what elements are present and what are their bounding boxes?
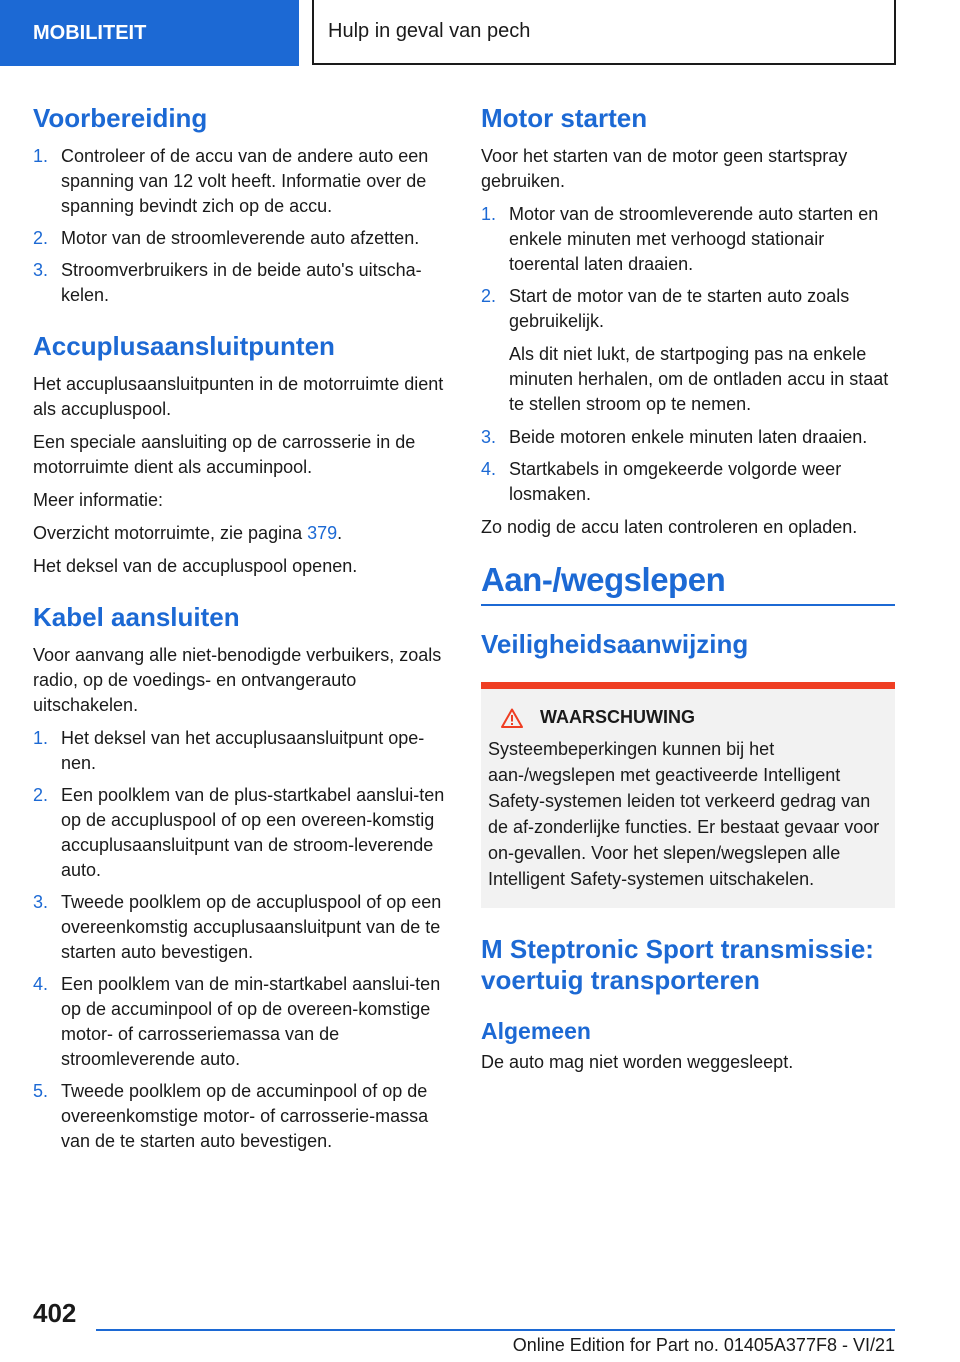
section-voorbereiding xyxy=(33,100,447,308)
step-number: 5. xyxy=(33,1081,49,1101)
section-motor-starten xyxy=(481,100,895,540)
page-number: 402 xyxy=(33,1298,77,1328)
step-text: Stroomverbruikers in de beide auto's uitscha‐kelen. xyxy=(61,260,422,305)
step-text: Motor van de stroomleverende auto afzetten. xyxy=(61,228,420,248)
warning-triangle-icon xyxy=(501,708,523,728)
page-link[interactable]: 379 xyxy=(307,523,338,543)
warning-box xyxy=(481,682,895,908)
heading-motor-starten: Motor starten xyxy=(481,103,648,133)
footer-divider xyxy=(96,1329,895,1331)
step-number: 2. xyxy=(33,228,49,248)
heading-algemeen: Algemeen xyxy=(481,1018,591,1044)
list-item xyxy=(481,202,895,277)
paragraph: Voor aanvang alle niet-benodigde verbuikers, zoals radio, op de voedings- en ontvangerauto uitschakelen. xyxy=(33,645,442,715)
paragraph: Zo nodig de accu laten controleren en opladen. xyxy=(481,517,858,537)
list-item xyxy=(33,258,447,308)
paragraph: De auto mag niet worden weggesleept. xyxy=(481,1052,794,1072)
paragraph: Het deksel van de accupluspool openen. xyxy=(33,556,358,576)
step-number: 3. xyxy=(33,260,49,280)
step-text: Controleer of de accu van de andere auto een spanning van 12 volt heeft. Informatie over de spanning bevindt zich op de accu. xyxy=(61,146,429,216)
reference-paragraph xyxy=(33,521,447,546)
heading-veiligheidsaanwijzing: Veiligheidsaanwijzing xyxy=(481,629,749,659)
step-number: 3. xyxy=(33,892,49,912)
step-note: Als dit niet lukt, de startpoging pas na enkele minuten herhalen, om de ontladen accu in staat te stellen stroom op te nemen. xyxy=(509,344,889,414)
step-text: Startkabels in omgekeerde volgorde weer losmaken. xyxy=(509,459,842,504)
step-text: Motor van de stroomleverende auto starten en enkele minuten met verhoogd stationair toerental laten draaien. xyxy=(509,204,879,274)
heading-m-steptronic: M Steptronic Sport transmissie: voertuig transporteren xyxy=(481,934,874,995)
list-item xyxy=(33,1079,447,1154)
step-number: 2. xyxy=(33,785,49,805)
page-header xyxy=(0,0,960,66)
list-item xyxy=(33,972,447,1072)
step-number: 1. xyxy=(481,204,497,224)
step-text: Start de motor van de te starten auto zoals gebruikelijk. xyxy=(509,286,850,331)
chapter-title: Hulp in geval van pech xyxy=(312,0,896,65)
reference-end: . xyxy=(337,523,343,543)
list-item xyxy=(33,726,447,776)
list-item xyxy=(481,425,895,450)
heading-kabel-aansluiten: Kabel aansluiten xyxy=(33,602,240,632)
step-text: Beide motoren enkele minuten laten draaien. xyxy=(509,427,868,447)
motor-steps xyxy=(481,202,895,334)
step-number: 3. xyxy=(481,427,497,447)
list-item xyxy=(481,457,895,507)
step-text: Het deksel van het accuplusaansluitpunt ope‐nen. xyxy=(61,728,425,773)
section-kabel-aansluiten xyxy=(33,599,447,1154)
section-accuplusaansluitpunten xyxy=(33,328,447,579)
list-item xyxy=(33,144,447,219)
step-text: Tweede poolklem op de accupluspool of op een overeenkomstig accuplusaansluitpunt van de te starten auto bevestigen. xyxy=(61,892,442,962)
kabel-steps xyxy=(33,726,447,1154)
warning-header xyxy=(488,707,887,728)
heading-aan-wegslepen: Aan-/wegslepen xyxy=(481,561,726,598)
chapter-heading-wrap xyxy=(481,558,895,606)
step-number: 1. xyxy=(33,728,49,748)
step-number: 4. xyxy=(481,459,497,479)
heading-voorbereiding: Voorbereiding xyxy=(33,103,208,133)
paragraph: Meer informatie: xyxy=(33,490,164,510)
step-text: Een poolklem van de plus-startkabel aanslui‐ten op de accupluspool of op een overeen‐komstig accuplusaansluitpunt van de stroom‐leverende auto. xyxy=(61,785,445,880)
step-number: 1. xyxy=(33,146,49,166)
step-number: 2. xyxy=(481,286,497,306)
step-number: 4. xyxy=(33,974,49,994)
list-item xyxy=(33,783,447,883)
motor-steps-continued xyxy=(481,425,895,507)
list-item xyxy=(481,284,895,334)
edition-footer: Online Edition for Part no. 01405A377F8 - VI/21 xyxy=(512,1335,895,1355)
reference-text: Overzicht motorruimte, zie pagina xyxy=(33,523,308,543)
warning-text: Systeembeperkingen kunnen bij het aan-/wegslepen met geactiveerde Intelligent Safety-systemen leiden tot verkeerd gedrag van de af‐zonderlijke functies. Er bestaat gevaar voor on‐gevallen. Voor het slepen/wegslepen alle Intelligent Safety-systemen uitschakelen. xyxy=(488,739,880,889)
step-text: Tweede poolklem op de accuminpool of op de overeenkomstige motor- of carrosserie‐massa van de te starten auto bevestigen. xyxy=(61,1081,429,1151)
warning-title: WAARSCHUWING xyxy=(540,707,695,727)
paragraph: Een speciale aansluiting op de carrosserie in de motorruimte dient als accuminpool. xyxy=(33,432,416,477)
paragraph: Het accuplusaansluitpunten in de motorruimte dient als accupluspool. xyxy=(33,374,444,419)
list-item xyxy=(33,226,447,251)
paragraph: Voor het starten van de motor geen startspray gebruiken. xyxy=(481,146,848,191)
step-text: Een poolklem van de min-startkabel aanslui‐ten op de accuminpool of op de overeen‐komstige motor- of carrosseriemassa van de stroomleverende auto. xyxy=(61,974,441,1069)
section-tab[interactable]: MOBILITEIT xyxy=(0,0,299,66)
list-item xyxy=(33,890,447,965)
heading-accuplusaansluitpunten: Accuplusaansluitpunten xyxy=(33,331,335,361)
right-column xyxy=(481,100,895,1083)
left-column xyxy=(33,100,447,1174)
voorbereiding-steps xyxy=(33,144,447,308)
